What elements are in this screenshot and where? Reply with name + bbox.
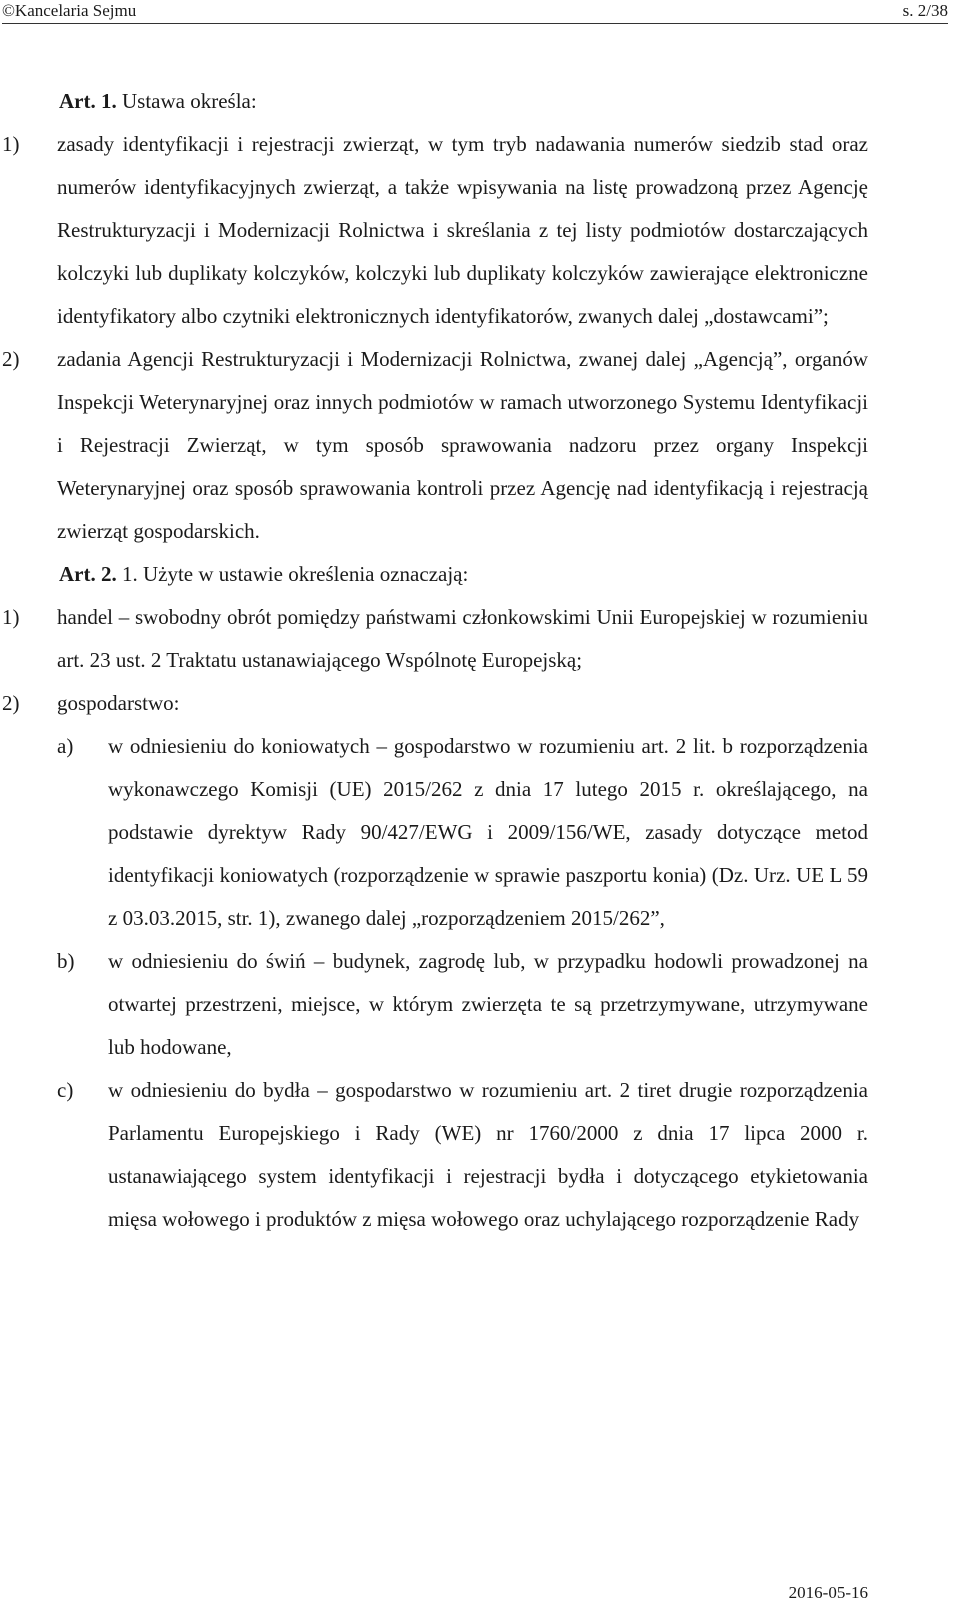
item-text: gospodarstwo: — [57, 691, 180, 715]
item-number: 2) — [2, 691, 20, 715]
article-2-item-2 — [0, 682, 960, 725]
subitem-text: w odniesieniu do koniowatych – gospodarstwo w rozumieniu art. 2 lit. b rozporządzenia wykonawczego Komisji (UE) 2015/262 z dnia 17 lutego 2015 r. określającego, na podstawie dyrektyw Rady 90/427/EWG i 2009/156/WE, zasady dotyczące metod identyfikacji koniowatych (rozporządzenie w sprawie paszportu konia) (Dz. Urz. UE L 59 z 03.03.2015, str. 1), zwanego dalej „rozporządzeniem 2015/262”, — [108, 734, 868, 930]
subitem-text: w odniesieniu do świń – budynek, zagrodę lub, w przypadku hodowli prowadzonej na otwartej przestrzeni, miejsce, w którym zwierzęta te są przetrzymywane, utrzymywane lub hodowane, — [108, 949, 868, 1059]
subitem-letter: b) — [57, 949, 75, 973]
item-text: zasady identyfikacji i rejestracji zwierząt, w tym tryb nadawania numerów siedzib stad oraz numerów identyfikacyjnych zwierząt, a także wpisywania na listę prowadzoną przez Agencję Restrukturyzacji i Modernizacji Rolnictwa i skreślania z tej listy podmiotów dostarczających kolczyki lub duplikaty kolczyków, kolczyki lub duplikaty kolczyków zawierające elektroniczne identyfikatory albo czytniki elektronicznych identyfikatorów, zwanych dalej „dostawcami”; — [57, 132, 868, 328]
article-1-heading: Art. 1. — [59, 89, 117, 113]
header-publisher: ©Kancelaria Sejmu — [2, 1, 137, 20]
article-1-intro-text: Ustawa określa: — [116, 89, 257, 113]
footer-date: 2016-05-16 — [788, 1583, 868, 1602]
article-2-item-1 — [0, 596, 960, 682]
document-body — [0, 80, 960, 1241]
header-page-number: s. 2/38 — [902, 1, 948, 20]
article-2-subitem-b — [0, 940, 960, 1069]
article-2-intro — [0, 553, 960, 596]
subitem-letter: c) — [57, 1078, 74, 1102]
article-1-intro — [0, 80, 960, 123]
item-number: 2) — [2, 347, 20, 371]
item-text: zadania Agencji Restrukturyzacji i Modernizacji Rolnictwa, zwanej dalej „Agencją”, organów Inspekcji Weterynaryjnej oraz innych podmiotów w ramach utworzonego Systemu Identyfikacji i Rejestracji Zwierząt, w tym sposób sprawowania nadzoru przez organy Inspekcji Weterynaryjnej oraz sposób sprawowania kontroli przez Agencję nad identyfikacją i rejestracją zwierząt gospodarskich. — [57, 347, 868, 543]
item-number: 1) — [2, 132, 20, 156]
article-2-heading: Art. 2. — [59, 562, 117, 586]
article-2-subitem-a — [0, 725, 960, 940]
article-1-item-2 — [0, 338, 960, 553]
article-2-subitem-c — [0, 1069, 960, 1241]
subitem-text: w odniesieniu do bydła – gospodarstwo w rozumieniu art. 2 tiret drugie rozporządzenia Parlamentu Europejskiego i Rady (WE) nr 1760/2000 z dnia 17 lipca 2000 r. ustanawiającego system identyfikacji i rejestracji bydła i dotyczącego etykietowania mięsa wołowego i produktów z mięsa wołowego oraz uchylającego rozporządzenie Rady — [108, 1078, 868, 1231]
item-text: handel – swobodny obrót pomiędzy państwami członkowskimi Unii Europejskiej w rozumieniu art. 23 ust. 2 Traktatu ustanawiającego Wspólnotę Europejską; — [57, 605, 868, 672]
page-header — [2, 0, 948, 24]
article-1-item-1 — [0, 123, 960, 338]
article-2-intro-text: 1. Użyte w ustawie określenia oznaczają: — [116, 562, 469, 586]
subitem-letter: a) — [57, 734, 74, 758]
item-number: 1) — [2, 605, 20, 629]
